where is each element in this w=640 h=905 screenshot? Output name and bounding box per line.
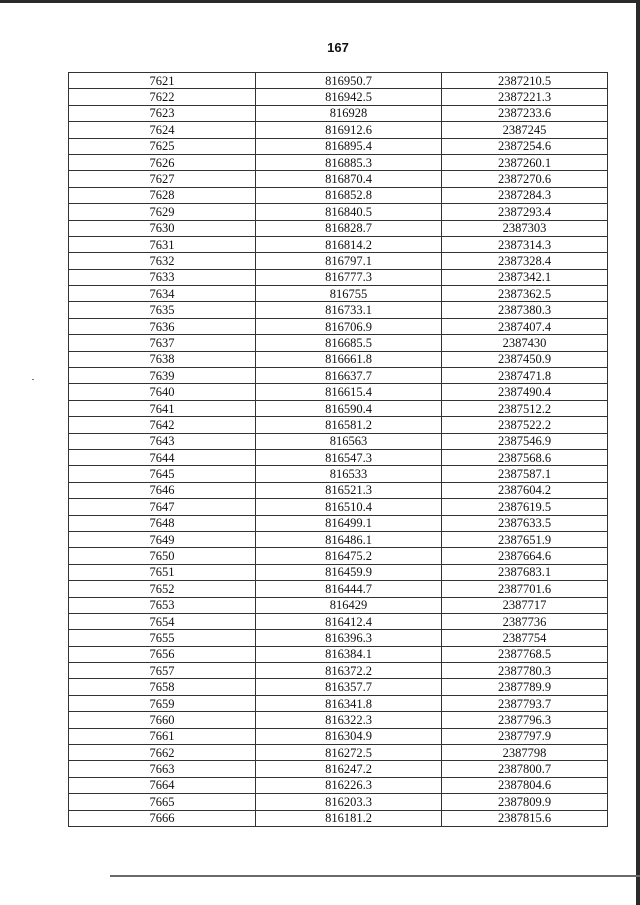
table-row [69, 335, 608, 351]
point-number-cell: 7659 [69, 695, 256, 711]
x-coordinate-cell: 816637.7 [256, 368, 442, 384]
x-coordinate-cell: 816384.1 [256, 646, 442, 662]
point-number-cell: 7642 [69, 417, 256, 433]
point-number-cell: 7638 [69, 351, 256, 367]
point-number-cell: 7629 [69, 204, 256, 220]
point-number-cell: 7644 [69, 449, 256, 465]
table-row [69, 581, 608, 597]
y-coordinate-cell: 2387512.2 [442, 400, 608, 416]
table-row [69, 777, 608, 793]
table-row [69, 417, 608, 433]
y-coordinate-cell: 2387568.6 [442, 449, 608, 465]
point-number-cell: 7626 [69, 154, 256, 170]
point-number-cell: 7641 [69, 400, 256, 416]
point-number-cell: 7656 [69, 646, 256, 662]
table-row [69, 597, 608, 613]
x-coordinate-cell: 816444.7 [256, 581, 442, 597]
point-number-cell: 7633 [69, 269, 256, 285]
x-coordinate-cell: 816499.1 [256, 515, 442, 531]
table-row [69, 499, 608, 515]
table-row [69, 154, 608, 170]
point-number-cell: 7663 [69, 761, 256, 777]
coordinates-table-body [69, 73, 608, 827]
point-number-cell: 7645 [69, 466, 256, 482]
point-number-cell: 7637 [69, 335, 256, 351]
point-number-cell: 7648 [69, 515, 256, 531]
table-row [69, 368, 608, 384]
y-coordinate-cell: 2387798 [442, 745, 608, 761]
point-number-cell: 7665 [69, 794, 256, 810]
x-coordinate-cell: 816322.3 [256, 712, 442, 728]
y-coordinate-cell: 2387254.6 [442, 138, 608, 154]
point-number-cell: 7652 [69, 581, 256, 597]
y-coordinate-cell: 2387221.3 [442, 89, 608, 105]
y-coordinate-cell: 2387245 [442, 122, 608, 138]
table-row [69, 712, 608, 728]
scan-edge-bottom [110, 875, 640, 877]
point-number-cell: 7627 [69, 171, 256, 187]
y-coordinate-cell: 2387450.9 [442, 351, 608, 367]
table-row [69, 220, 608, 236]
y-coordinate-cell: 2387342.1 [442, 269, 608, 285]
y-coordinate-cell: 2387683.1 [442, 564, 608, 580]
table-row [69, 384, 608, 400]
table-row [69, 269, 608, 285]
table-row [69, 515, 608, 531]
x-coordinate-cell: 816840.5 [256, 204, 442, 220]
y-coordinate-cell: 2387651.9 [442, 531, 608, 547]
x-coordinate-cell: 816510.4 [256, 499, 442, 515]
y-coordinate-cell: 2387430 [442, 335, 608, 351]
point-number-cell: 7655 [69, 630, 256, 646]
x-coordinate-cell: 816895.4 [256, 138, 442, 154]
y-coordinate-cell: 2387328.4 [442, 253, 608, 269]
x-coordinate-cell: 816341.8 [256, 695, 442, 711]
table-row [69, 122, 608, 138]
x-coordinate-cell: 816357.7 [256, 679, 442, 695]
table-row [69, 548, 608, 564]
y-coordinate-cell: 2387407.4 [442, 318, 608, 334]
coordinates-table [68, 72, 608, 827]
point-number-cell: 7661 [69, 728, 256, 744]
x-coordinate-cell: 816615.4 [256, 384, 442, 400]
y-coordinate-cell: 2387809.9 [442, 794, 608, 810]
table-row [69, 449, 608, 465]
x-coordinate-cell: 816706.9 [256, 318, 442, 334]
table-row [69, 613, 608, 629]
table-row [69, 286, 608, 302]
point-number-cell: 7662 [69, 745, 256, 761]
x-coordinate-cell: 816396.3 [256, 630, 442, 646]
x-coordinate-cell: 816870.4 [256, 171, 442, 187]
point-number-cell: 7624 [69, 122, 256, 138]
table-row [69, 531, 608, 547]
y-coordinate-cell: 2387284.3 [442, 187, 608, 203]
y-coordinate-cell: 2387664.6 [442, 548, 608, 564]
x-coordinate-cell: 816181.2 [256, 810, 442, 826]
table-row [69, 171, 608, 187]
table-row [69, 482, 608, 498]
x-coordinate-cell: 816226.3 [256, 777, 442, 793]
x-coordinate-cell: 816272.5 [256, 745, 442, 761]
table-row [69, 695, 608, 711]
x-coordinate-cell: 816475.2 [256, 548, 442, 564]
scan-speck [32, 379, 34, 380]
table-row [69, 89, 608, 105]
table-row [69, 810, 608, 826]
table-row [69, 400, 608, 416]
table-row [69, 236, 608, 252]
y-coordinate-cell: 2387362.5 [442, 286, 608, 302]
table-row [69, 302, 608, 318]
table-row [69, 105, 608, 121]
y-coordinate-cell: 2387780.3 [442, 663, 608, 679]
y-coordinate-cell: 2387490.4 [442, 384, 608, 400]
x-coordinate-cell: 816533 [256, 466, 442, 482]
point-number-cell: 7646 [69, 482, 256, 498]
y-coordinate-cell: 2387522.2 [442, 417, 608, 433]
y-coordinate-cell: 2387768.5 [442, 646, 608, 662]
point-number-cell: 7666 [69, 810, 256, 826]
y-coordinate-cell: 2387604.2 [442, 482, 608, 498]
table-row [69, 138, 608, 154]
table-row [69, 794, 608, 810]
point-number-cell: 7643 [69, 433, 256, 449]
point-number-cell: 7631 [69, 236, 256, 252]
x-coordinate-cell: 816590.4 [256, 400, 442, 416]
y-coordinate-cell: 2387233.6 [442, 105, 608, 121]
table-row [69, 646, 608, 662]
point-number-cell: 7636 [69, 318, 256, 334]
table-row [69, 679, 608, 695]
x-coordinate-cell: 816203.3 [256, 794, 442, 810]
point-number-cell: 7649 [69, 531, 256, 547]
x-coordinate-cell: 816459.9 [256, 564, 442, 580]
y-coordinate-cell: 2387314.3 [442, 236, 608, 252]
y-coordinate-cell: 2387380.3 [442, 302, 608, 318]
y-coordinate-cell: 2387701.6 [442, 581, 608, 597]
y-coordinate-cell: 2387754 [442, 630, 608, 646]
point-number-cell: 7640 [69, 384, 256, 400]
x-coordinate-cell: 816304.9 [256, 728, 442, 744]
x-coordinate-cell: 816429 [256, 597, 442, 613]
table-row [69, 73, 608, 89]
y-coordinate-cell: 2387471.8 [442, 368, 608, 384]
point-number-cell: 7647 [69, 499, 256, 515]
table-row [69, 253, 608, 269]
x-coordinate-cell: 816685.5 [256, 335, 442, 351]
y-coordinate-cell: 2387789.9 [442, 679, 608, 695]
point-number-cell: 7639 [69, 368, 256, 384]
y-coordinate-cell: 2387633.5 [442, 515, 608, 531]
x-coordinate-cell: 816733.1 [256, 302, 442, 318]
x-coordinate-cell: 816928 [256, 105, 442, 121]
point-number-cell: 7621 [69, 73, 256, 89]
point-number-cell: 7634 [69, 286, 256, 302]
x-coordinate-cell: 816828.7 [256, 220, 442, 236]
x-coordinate-cell: 816885.3 [256, 154, 442, 170]
table-row [69, 204, 608, 220]
x-coordinate-cell: 816247.2 [256, 761, 442, 777]
scan-edge-top [0, 0, 640, 3]
y-coordinate-cell: 2387800.7 [442, 761, 608, 777]
x-coordinate-cell: 816486.1 [256, 531, 442, 547]
y-coordinate-cell: 2387797.9 [442, 728, 608, 744]
table-row [69, 663, 608, 679]
table-row [69, 433, 608, 449]
y-coordinate-cell: 2387293.4 [442, 204, 608, 220]
y-coordinate-cell: 2387793.7 [442, 695, 608, 711]
x-coordinate-cell: 816797.1 [256, 253, 442, 269]
table-row [69, 728, 608, 744]
x-coordinate-cell: 816581.2 [256, 417, 442, 433]
table-row [69, 351, 608, 367]
x-coordinate-cell: 816950.7 [256, 73, 442, 89]
x-coordinate-cell: 816372.2 [256, 663, 442, 679]
y-coordinate-cell: 2387546.9 [442, 433, 608, 449]
table-row [69, 187, 608, 203]
x-coordinate-cell: 816412.4 [256, 613, 442, 629]
x-coordinate-cell: 816521.3 [256, 482, 442, 498]
y-coordinate-cell: 2387619.5 [442, 499, 608, 515]
point-number-cell: 7653 [69, 597, 256, 613]
point-number-cell: 7657 [69, 663, 256, 679]
point-number-cell: 7651 [69, 564, 256, 580]
x-coordinate-cell: 816814.2 [256, 236, 442, 252]
scan-edge-right [636, 0, 640, 905]
point-number-cell: 7628 [69, 187, 256, 203]
point-number-cell: 7660 [69, 712, 256, 728]
x-coordinate-cell: 816912.6 [256, 122, 442, 138]
x-coordinate-cell: 816942.5 [256, 89, 442, 105]
point-number-cell: 7622 [69, 89, 256, 105]
table-row [69, 630, 608, 646]
x-coordinate-cell: 816661.8 [256, 351, 442, 367]
y-coordinate-cell: 2387587.1 [442, 466, 608, 482]
point-number-cell: 7664 [69, 777, 256, 793]
x-coordinate-cell: 816547.3 [256, 449, 442, 465]
table-row [69, 318, 608, 334]
y-coordinate-cell: 2387260.1 [442, 154, 608, 170]
point-number-cell: 7650 [69, 548, 256, 564]
point-number-cell: 7654 [69, 613, 256, 629]
x-coordinate-cell: 816852.8 [256, 187, 442, 203]
y-coordinate-cell: 2387804.6 [442, 777, 608, 793]
table-row [69, 761, 608, 777]
table-row [69, 745, 608, 761]
point-number-cell: 7623 [69, 105, 256, 121]
table-row [69, 564, 608, 580]
point-number-cell: 7635 [69, 302, 256, 318]
point-number-cell: 7625 [69, 138, 256, 154]
y-coordinate-cell: 2387796.3 [442, 712, 608, 728]
y-coordinate-cell: 2387736 [442, 613, 608, 629]
point-number-cell: 7630 [69, 220, 256, 236]
point-number-cell: 7658 [69, 679, 256, 695]
y-coordinate-cell: 2387303 [442, 220, 608, 236]
x-coordinate-cell: 816755 [256, 286, 442, 302]
y-coordinate-cell: 2387815.6 [442, 810, 608, 826]
x-coordinate-cell: 816777.3 [256, 269, 442, 285]
x-coordinate-cell: 816563 [256, 433, 442, 449]
page-number: 167 [327, 40, 349, 55]
table-row [69, 466, 608, 482]
y-coordinate-cell: 2387717 [442, 597, 608, 613]
y-coordinate-cell: 2387210.5 [442, 73, 608, 89]
y-coordinate-cell: 2387270.6 [442, 171, 608, 187]
point-number-cell: 7632 [69, 253, 256, 269]
